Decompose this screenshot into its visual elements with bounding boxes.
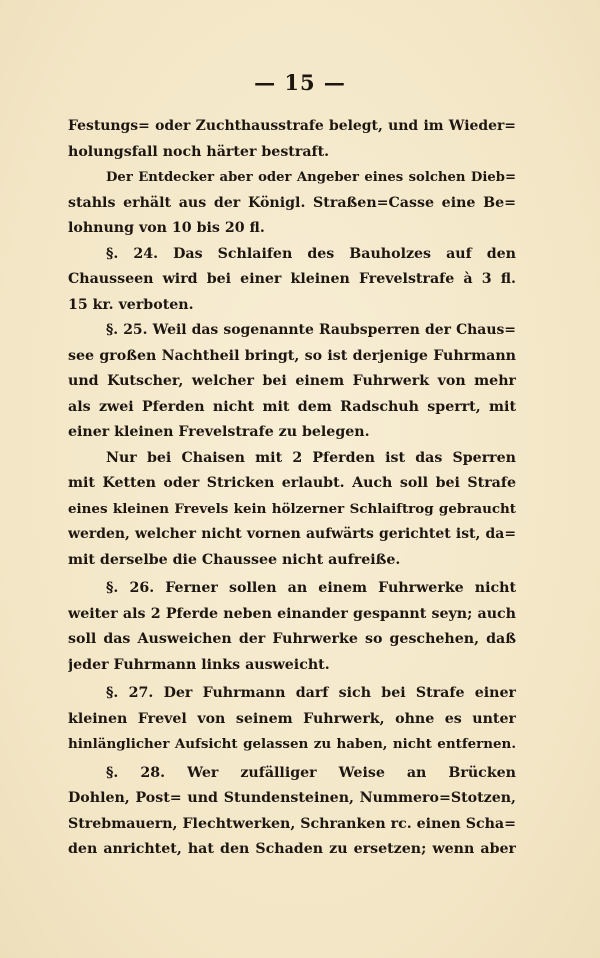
text-line: soll das Ausweichen der Fuhrwerke so geschehen, daß — [68, 631, 516, 647]
text-line: stahls erhält aus der Königl. Straßen=Casse eine Be= — [68, 194, 516, 211]
text-line: Festungs= oder Zuchthausstrafe belegt, und im Wieder= — [68, 118, 516, 134]
text-line: mit Ketten oder Stricken erlaubt. Auch soll bei Strafe — [68, 475, 516, 491]
text-line: als zwei Pferden nicht mit dem Radschuh sperrt, mit — [68, 398, 516, 415]
text-line: 15 kr. verboten. — [68, 296, 194, 313]
text-line: Chausseen wird bei einer kleinen Frevelstrafe à 3 fl. — [68, 271, 516, 287]
text-line: hinlänglicher Aufsicht gelassen zu haben, nicht entfernen. — [68, 736, 516, 752]
text-line: eines kleinen Frevels kein hölzerner Schlaiftrog gebraucht — [68, 500, 516, 517]
text-line: §. 25. Weil das sogenannte Raubsperren der Chaus= — [106, 322, 516, 338]
text-line: jeder Fuhrmann links ausweicht. — [68, 656, 330, 673]
text-line: lohnung von 10 bis 20 fl. — [68, 220, 265, 236]
text-line: §. 28. Wer zufälliger Weise an Brücken — [106, 764, 516, 781]
text-line: Der Entdecker aber oder Angeber eines solchen Dieb= — [106, 170, 516, 185]
text-line: kleinen Frevel von seinem Fuhrwerk, ohne es unter — [68, 710, 516, 727]
text-line: Strebmauern, Flechtwerken, Schranken rc. einen Scha= — [68, 815, 516, 832]
text-line: einer kleinen Frevelstrafe zu belegen. — [68, 424, 370, 440]
text-line: mit derselbe die Chaussee nicht aufreiße. — [68, 551, 401, 568]
text-line: Nur bei Chaisen mit 2 Pferden ist das Sperren — [106, 449, 516, 466]
text-line: werden, welcher nicht vornen aufwärts gerichtet ist, da= — [68, 526, 516, 542]
text-line: holungsfall noch härter bestraft. — [68, 143, 330, 160]
text-line: see großen Nachtheil bringt, so ist derjenige Fuhrmann — [68, 347, 516, 364]
text-line: Dohlen, Post= und Stundensteinen, Nummero=Stotzen, — [68, 790, 516, 806]
text-line: §. 24. Das Schlaifen des Bauholzes auf den — [106, 245, 516, 262]
text-line: §. 26. Ferner sollen an einem Fuhrwerke nicht — [106, 580, 516, 596]
text-line: den anrichtet, hat den Schaden zu ersetzen; wenn aber — [68, 841, 516, 857]
text-line: und Kutscher, welcher bei einem Fuhrwerk von mehr — [68, 373, 516, 389]
text-line: weiter als 2 Pferde neben einander gespannt seyn; auch — [68, 605, 516, 622]
page-number: — 15 — — [254, 70, 346, 95]
body-text — [68, 114, 516, 863]
text-line: §. 27. Der Fuhrmann darf sich bei Strafe einer — [106, 685, 516, 701]
